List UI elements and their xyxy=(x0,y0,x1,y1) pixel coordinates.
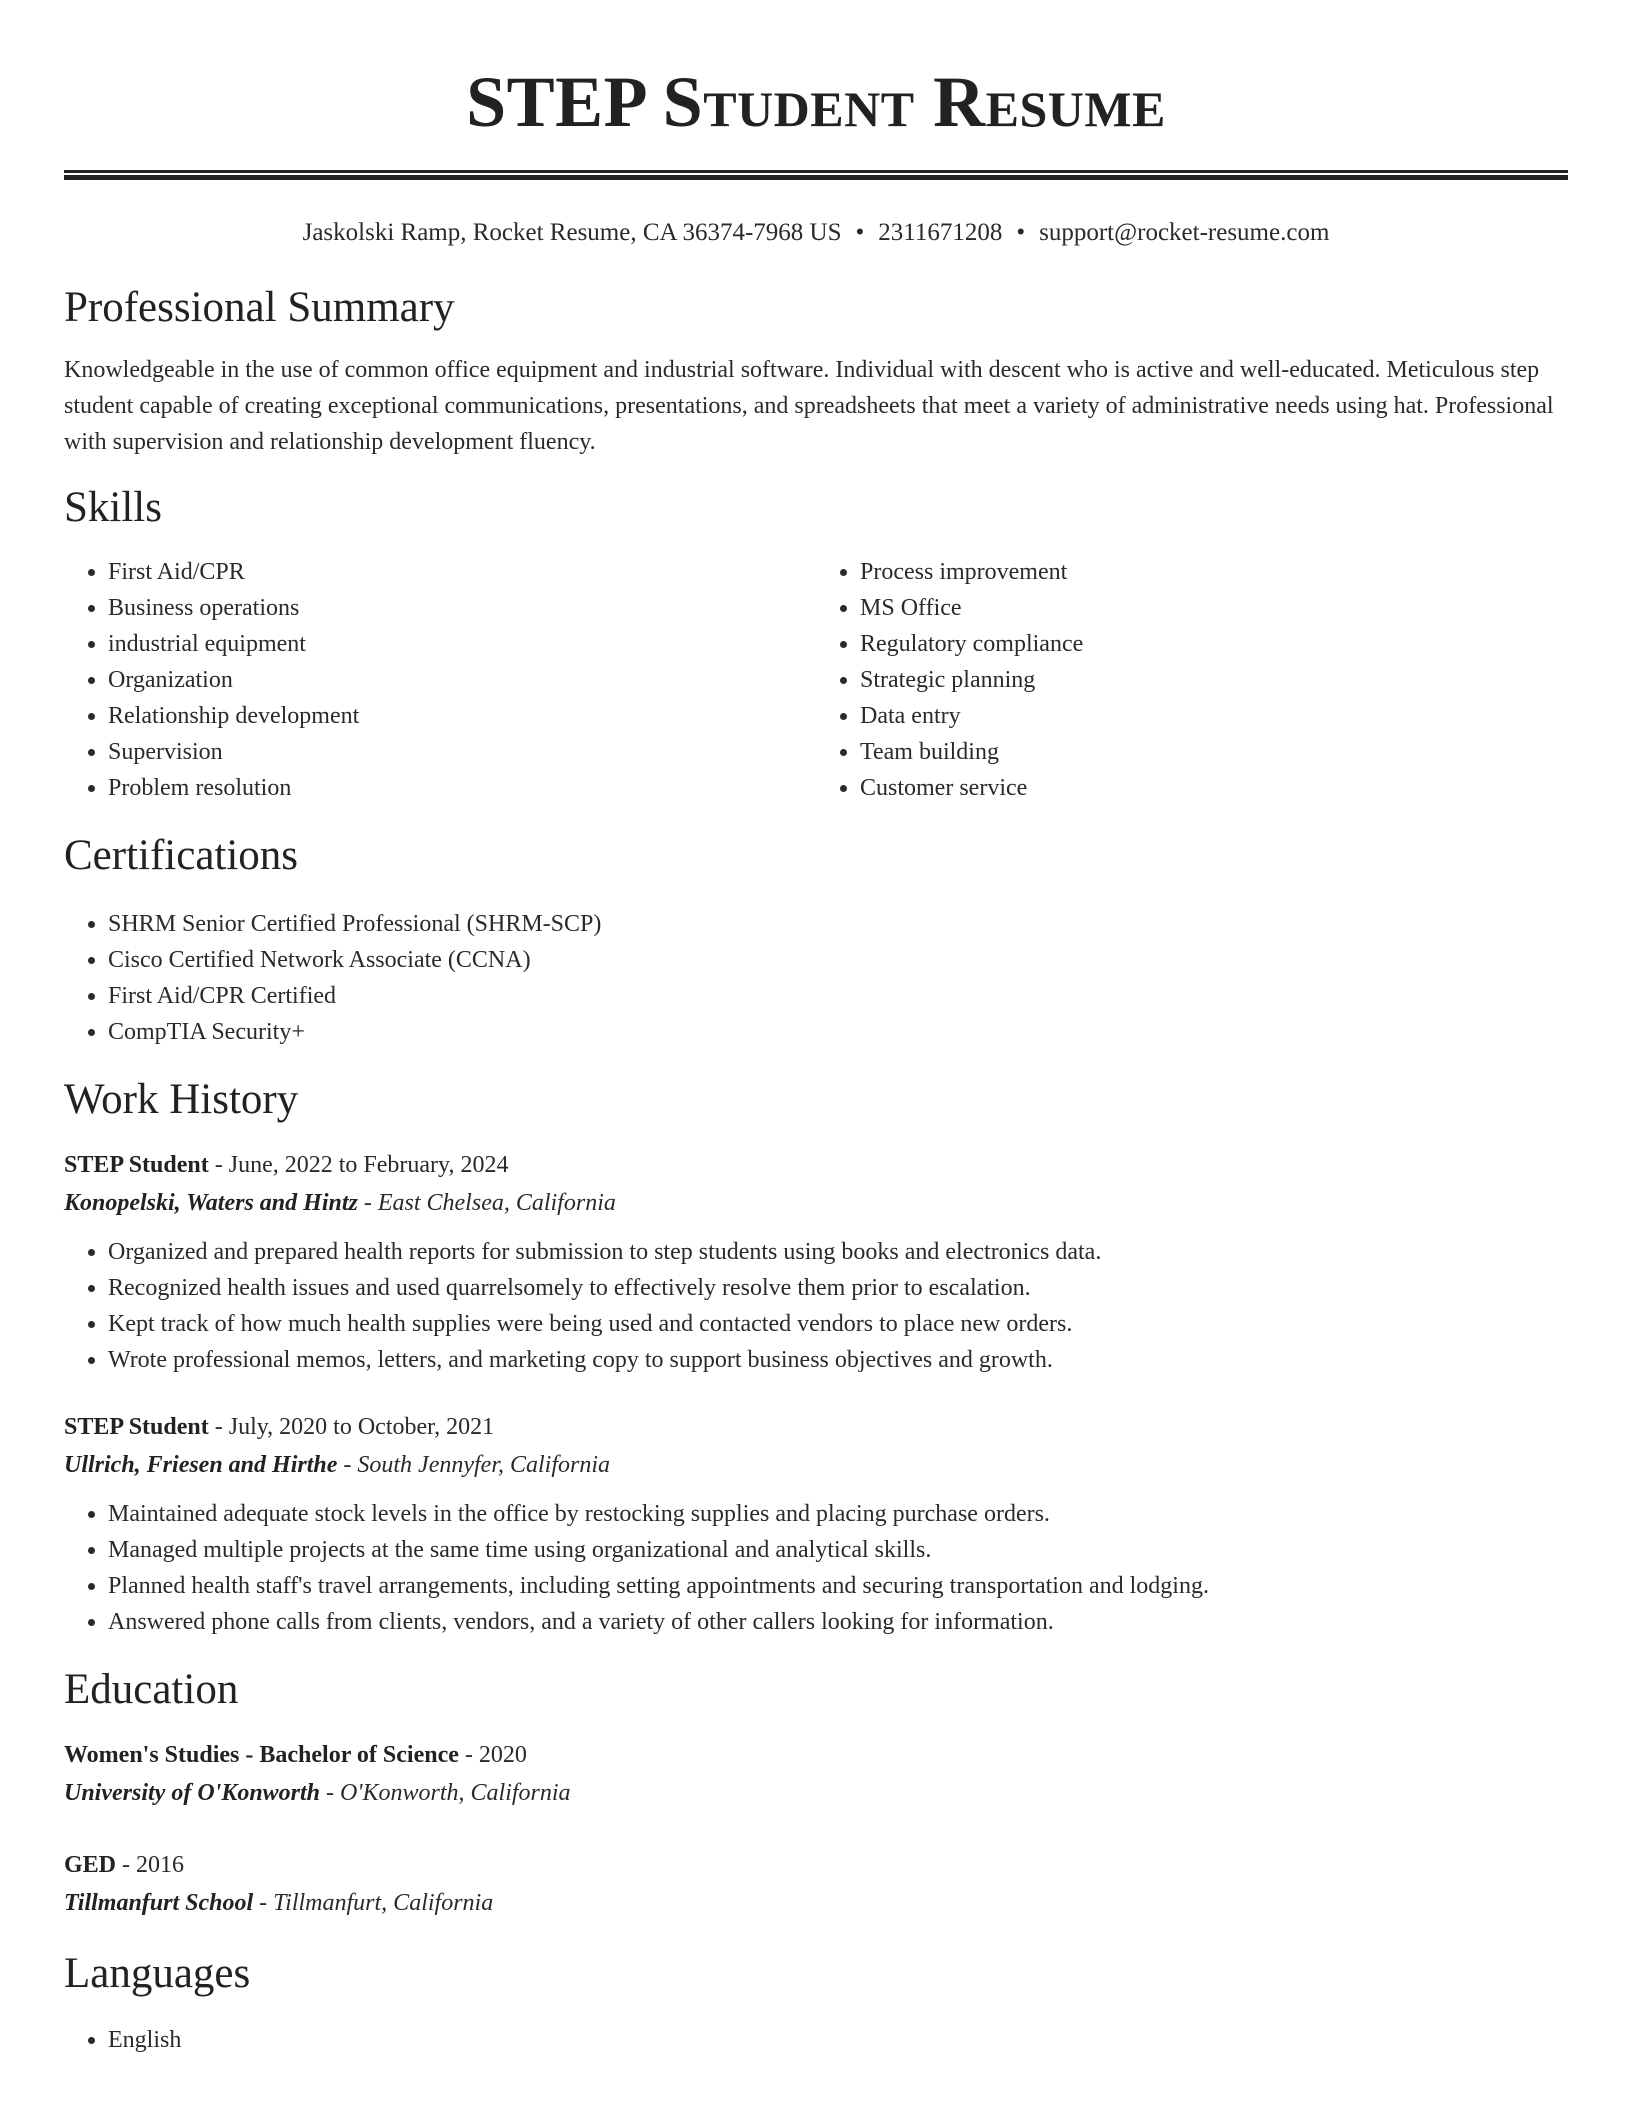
job-dates: - June, 2022 to February, 2024 xyxy=(208,1152,509,1178)
job-title-line xyxy=(64,1146,1568,1184)
education-school-line xyxy=(64,1774,1568,1812)
languages-list xyxy=(64,2022,1568,2058)
certification-item: • First Aid/CPR Certified xyxy=(108,978,1568,1014)
work-history-heading: Work History xyxy=(64,1076,299,1123)
contact-email: support@rocket-resume.com xyxy=(1039,219,1330,246)
job-location: - East Chelsea, California xyxy=(357,1190,616,1216)
job-location: - South Jennyfer, California xyxy=(337,1452,611,1478)
education-year: - 2020 xyxy=(458,1742,527,1768)
summary-text: Knowledgeable in the use of common office equipment and industrial software. Individual with descent who is active and well-educated. Meticulous step student capable of creating exceptional communications, presentations, and spreadsheets that meet a variety of administrative needs using hat. Professional with supervision and relationship development fluency. xyxy=(64,357,1554,455)
certifications-list xyxy=(64,906,1568,1050)
job-bullet: • Maintained adequate stock levels in the office by restocking supplies and placing purchase orders. xyxy=(108,1496,1568,1532)
skill-item: • MS Office xyxy=(860,590,1568,626)
skills-list-left xyxy=(64,554,816,806)
education-degree-line xyxy=(64,1846,1568,1884)
summary-heading: Professional Summary xyxy=(64,284,455,331)
job-company-line xyxy=(64,1184,1568,1222)
skill-item: • Problem resolution xyxy=(108,770,816,806)
education-school-line xyxy=(64,1884,1568,1922)
skill-item: • Relationship development xyxy=(108,698,816,734)
job-bullet: • Recognized health issues and used quarrelsomely to effectively resolve them prior to escalation. xyxy=(108,1270,1568,1306)
skill-item: • Organization xyxy=(108,662,816,698)
contact-address: Jaskolski Ramp, Rocket Resume, CA 36374-7968 US xyxy=(302,219,842,246)
certification-item: • CompTIA Security+ xyxy=(108,1014,1568,1050)
skill-item: • Strategic planning xyxy=(860,662,1568,698)
education-school: University of O'Konworth xyxy=(64,1780,321,1806)
education-degree: GED xyxy=(64,1852,117,1878)
skill-item: • Customer service xyxy=(860,770,1568,806)
job-entry xyxy=(64,1146,1568,1378)
job-title-line xyxy=(64,1408,1568,1446)
skills-columns xyxy=(64,554,1568,806)
certification-item: • SHRM Senior Certified Professional (SHRM-SCP) xyxy=(108,906,1568,942)
education-heading: Education xyxy=(64,1666,239,1713)
education-degree: Women's Studies - Bachelor of Science xyxy=(64,1742,459,1768)
skill-item: • Process improvement xyxy=(860,554,1568,590)
job-bullet: • Planned health staff's travel arrangements, including setting appointments and securing transportation and lodging. xyxy=(108,1568,1568,1604)
job-bullet: • Kept track of how much health supplies were being used and contacted vendors to place new orders. xyxy=(108,1306,1568,1342)
job-company-line xyxy=(64,1446,1568,1484)
education-school: Tillmanfurt School xyxy=(64,1890,254,1916)
resume-title: STEP Student Resume xyxy=(466,62,1166,142)
contact-separator: • xyxy=(855,219,865,246)
skill-item: • Supervision xyxy=(108,734,816,770)
skills-list-right xyxy=(816,554,1568,806)
job-dates: - July, 2020 to October, 2021 xyxy=(208,1414,495,1440)
education-location: - Tillmanfurt, California xyxy=(253,1890,494,1916)
language-item: • English xyxy=(108,2022,1568,2058)
title-divider xyxy=(64,170,1568,180)
job-company: Ullrich, Friesen and Hirthe xyxy=(64,1452,338,1478)
skill-item: • industrial equipment xyxy=(108,626,816,662)
job-bullets xyxy=(64,1234,1568,1378)
job-bullet: • Managed multiple projects at the same time using organizational and analytical skills. xyxy=(108,1532,1568,1568)
contact-phone: 2311671208 xyxy=(878,219,1003,246)
job-role: STEP Student xyxy=(64,1414,209,1440)
skills-heading: Skills xyxy=(64,484,162,531)
certification-item: • Cisco Certified Network Associate (CCNA) xyxy=(108,942,1568,978)
education-location: - O'Konworth, California xyxy=(320,1780,571,1806)
skill-item: • Team building xyxy=(860,734,1568,770)
job-company: Konopelski, Waters and Hintz xyxy=(64,1190,358,1216)
job-bullets xyxy=(64,1496,1568,1640)
contact-line xyxy=(64,216,1568,250)
job-bullet: • Wrote professional memos, letters, and marketing copy to support business objectives and growth. xyxy=(108,1342,1568,1378)
job-role: STEP Student xyxy=(64,1152,209,1178)
job-entry xyxy=(64,1408,1568,1640)
education-entry xyxy=(64,1846,1568,1922)
languages-heading: Languages xyxy=(64,1950,251,1997)
skill-item: • Business operations xyxy=(108,590,816,626)
contact-separator: • xyxy=(1016,219,1026,246)
skill-item: • Regulatory compliance xyxy=(860,626,1568,662)
education-degree-line xyxy=(64,1736,1568,1774)
job-bullet: • Answered phone calls from clients, vendors, and a variety of other callers looking for information. xyxy=(108,1604,1568,1640)
job-bullet: • Organized and prepared health reports for submission to step students using books and electronics data. xyxy=(108,1234,1568,1270)
skill-item: • Data entry xyxy=(860,698,1568,734)
education-entry xyxy=(64,1736,1568,1812)
certifications-heading: Certifications xyxy=(64,832,299,879)
skill-item: • First Aid/CPR xyxy=(108,554,816,590)
education-year: - 2016 xyxy=(116,1852,185,1878)
